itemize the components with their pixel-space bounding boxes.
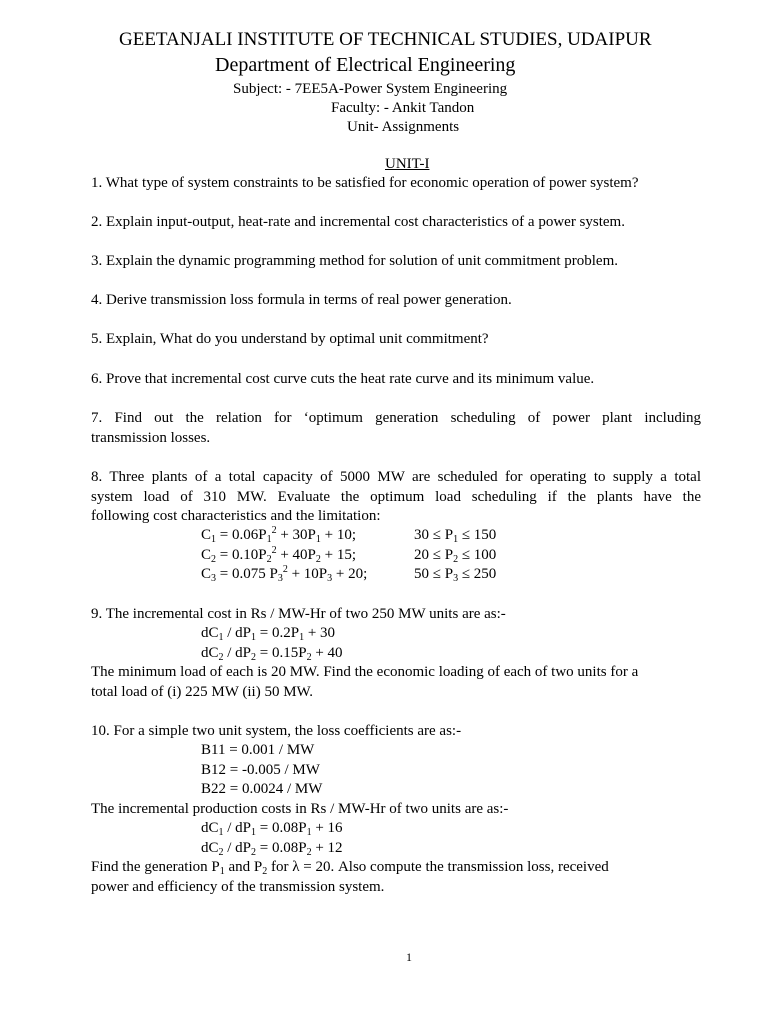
question-1: 1. What type of system constraints to be satisfied for economic operation of power system? (91, 175, 639, 191)
institute-name: GEETANJALI INSTITUTE OF TECHNICAL STUDIES, UDAIPUR (119, 29, 652, 50)
question-10-line-3: Find the generation $P_1$ and $P_2$ for λ = 20. Also compute the transmission loss, received (91, 859, 609, 877)
incremental-cost-2: $dC_2 / dP_2 = 0.15P_2 + 40$ (201, 645, 343, 663)
cost-equation-c2: $C_2 = 0.10P_2^2 + 40P_2 + 15$; (201, 545, 357, 565)
incremental-cost-1: $dC_1 / dP_1 = 0.2P_1 + 30$ (201, 625, 336, 643)
loss-coefficient-b22: B22 = 0.0024 / MW (201, 781, 323, 797)
question-7-line-1: 7. Find out the relation for ‘optimum generation scheduling of power plant including (91, 410, 701, 426)
cost-equation-c3: $C_3 = 0.075$ $P_3^2 + 10P_3 + 20$; (201, 564, 368, 584)
question-8-line-3: following cost characteristics and the limitation: (91, 508, 381, 524)
unit-heading: UNIT-I (385, 156, 430, 172)
department-name: Department of Electrical Engineering (215, 54, 516, 76)
question-6: 6. Prove that incremental cost curve cuts the heat rate curve and its minimum value. (91, 371, 595, 387)
loss-coefficient-b11: B11 = 0.001 / MW (201, 742, 315, 758)
faculty-line: Faculty: - Ankit Tandon (331, 100, 475, 116)
question-10-line-4: power and efficiency of the transmission system. (91, 879, 385, 895)
question-10-line-3-tail: Also compute the transmission loss, received (337, 859, 609, 875)
question-5: 5. Explain, What do you understand by optimal unit commitment? (91, 331, 489, 347)
question-9-line-2: The minimum load of each is 20 MW. Find the economic loading of each of two units for a (91, 664, 639, 680)
subject-line: Subject: - 7EE5A-Power System Engineering (233, 81, 508, 97)
question-9-line-3: total load of (i) 225 MW (ii) 50 MW. (91, 684, 314, 700)
question-9-line-1: 9. The incremental cost in Rs / MW-Hr of two 250 MW units are as:- (91, 606, 506, 622)
question-8-line-1: 8. Three plants of a total capacity of 5000 MW are scheduled for operating to supply a total (91, 469, 701, 485)
limit-p2: $20 \le P_2 \le 100$ (414, 547, 497, 565)
question-10-line-1: 10. For a simple two unit system, the loss coefficients are as:- (91, 723, 462, 739)
unit-label: Unit- Assignments (347, 119, 460, 135)
limit-p3: $50 \le P_3 \le 250$ (414, 566, 497, 584)
cost-equation-c1: $C_1 = 0.06P_1^2 + 30P_1 + 10$; (201, 525, 357, 545)
page-number: 1 (406, 950, 412, 964)
loss-coefficient-b12: B12 = -0.005 / MW (201, 762, 320, 778)
question-4: 4. Derive transmission loss formula in terms of real power generation. (91, 292, 512, 308)
question-7-line-2: transmission losses. (91, 430, 211, 446)
production-cost-1: $dC_1 / dP_1 = 0.08P_1 + 16$ (201, 820, 343, 838)
production-cost-2: $dC_2 / dP_2 = 0.08P_2 + 12$ (201, 840, 343, 858)
question-8-line-2: system load of 310 MW. Evaluate the optimum load scheduling if the plants have the (91, 489, 701, 505)
question-10-line-2: The incremental production costs in Rs / MW-Hr of two units are as:- (91, 801, 509, 817)
limit-p1: $30 \le P_1 \le 150$ (414, 527, 497, 545)
question-2: 2. Explain input-output, heat-rate and incremental cost characteristics of a power system. (91, 214, 625, 230)
question-3: 3. Explain the dynamic programming method for solution of unit commitment problem. (91, 253, 618, 269)
